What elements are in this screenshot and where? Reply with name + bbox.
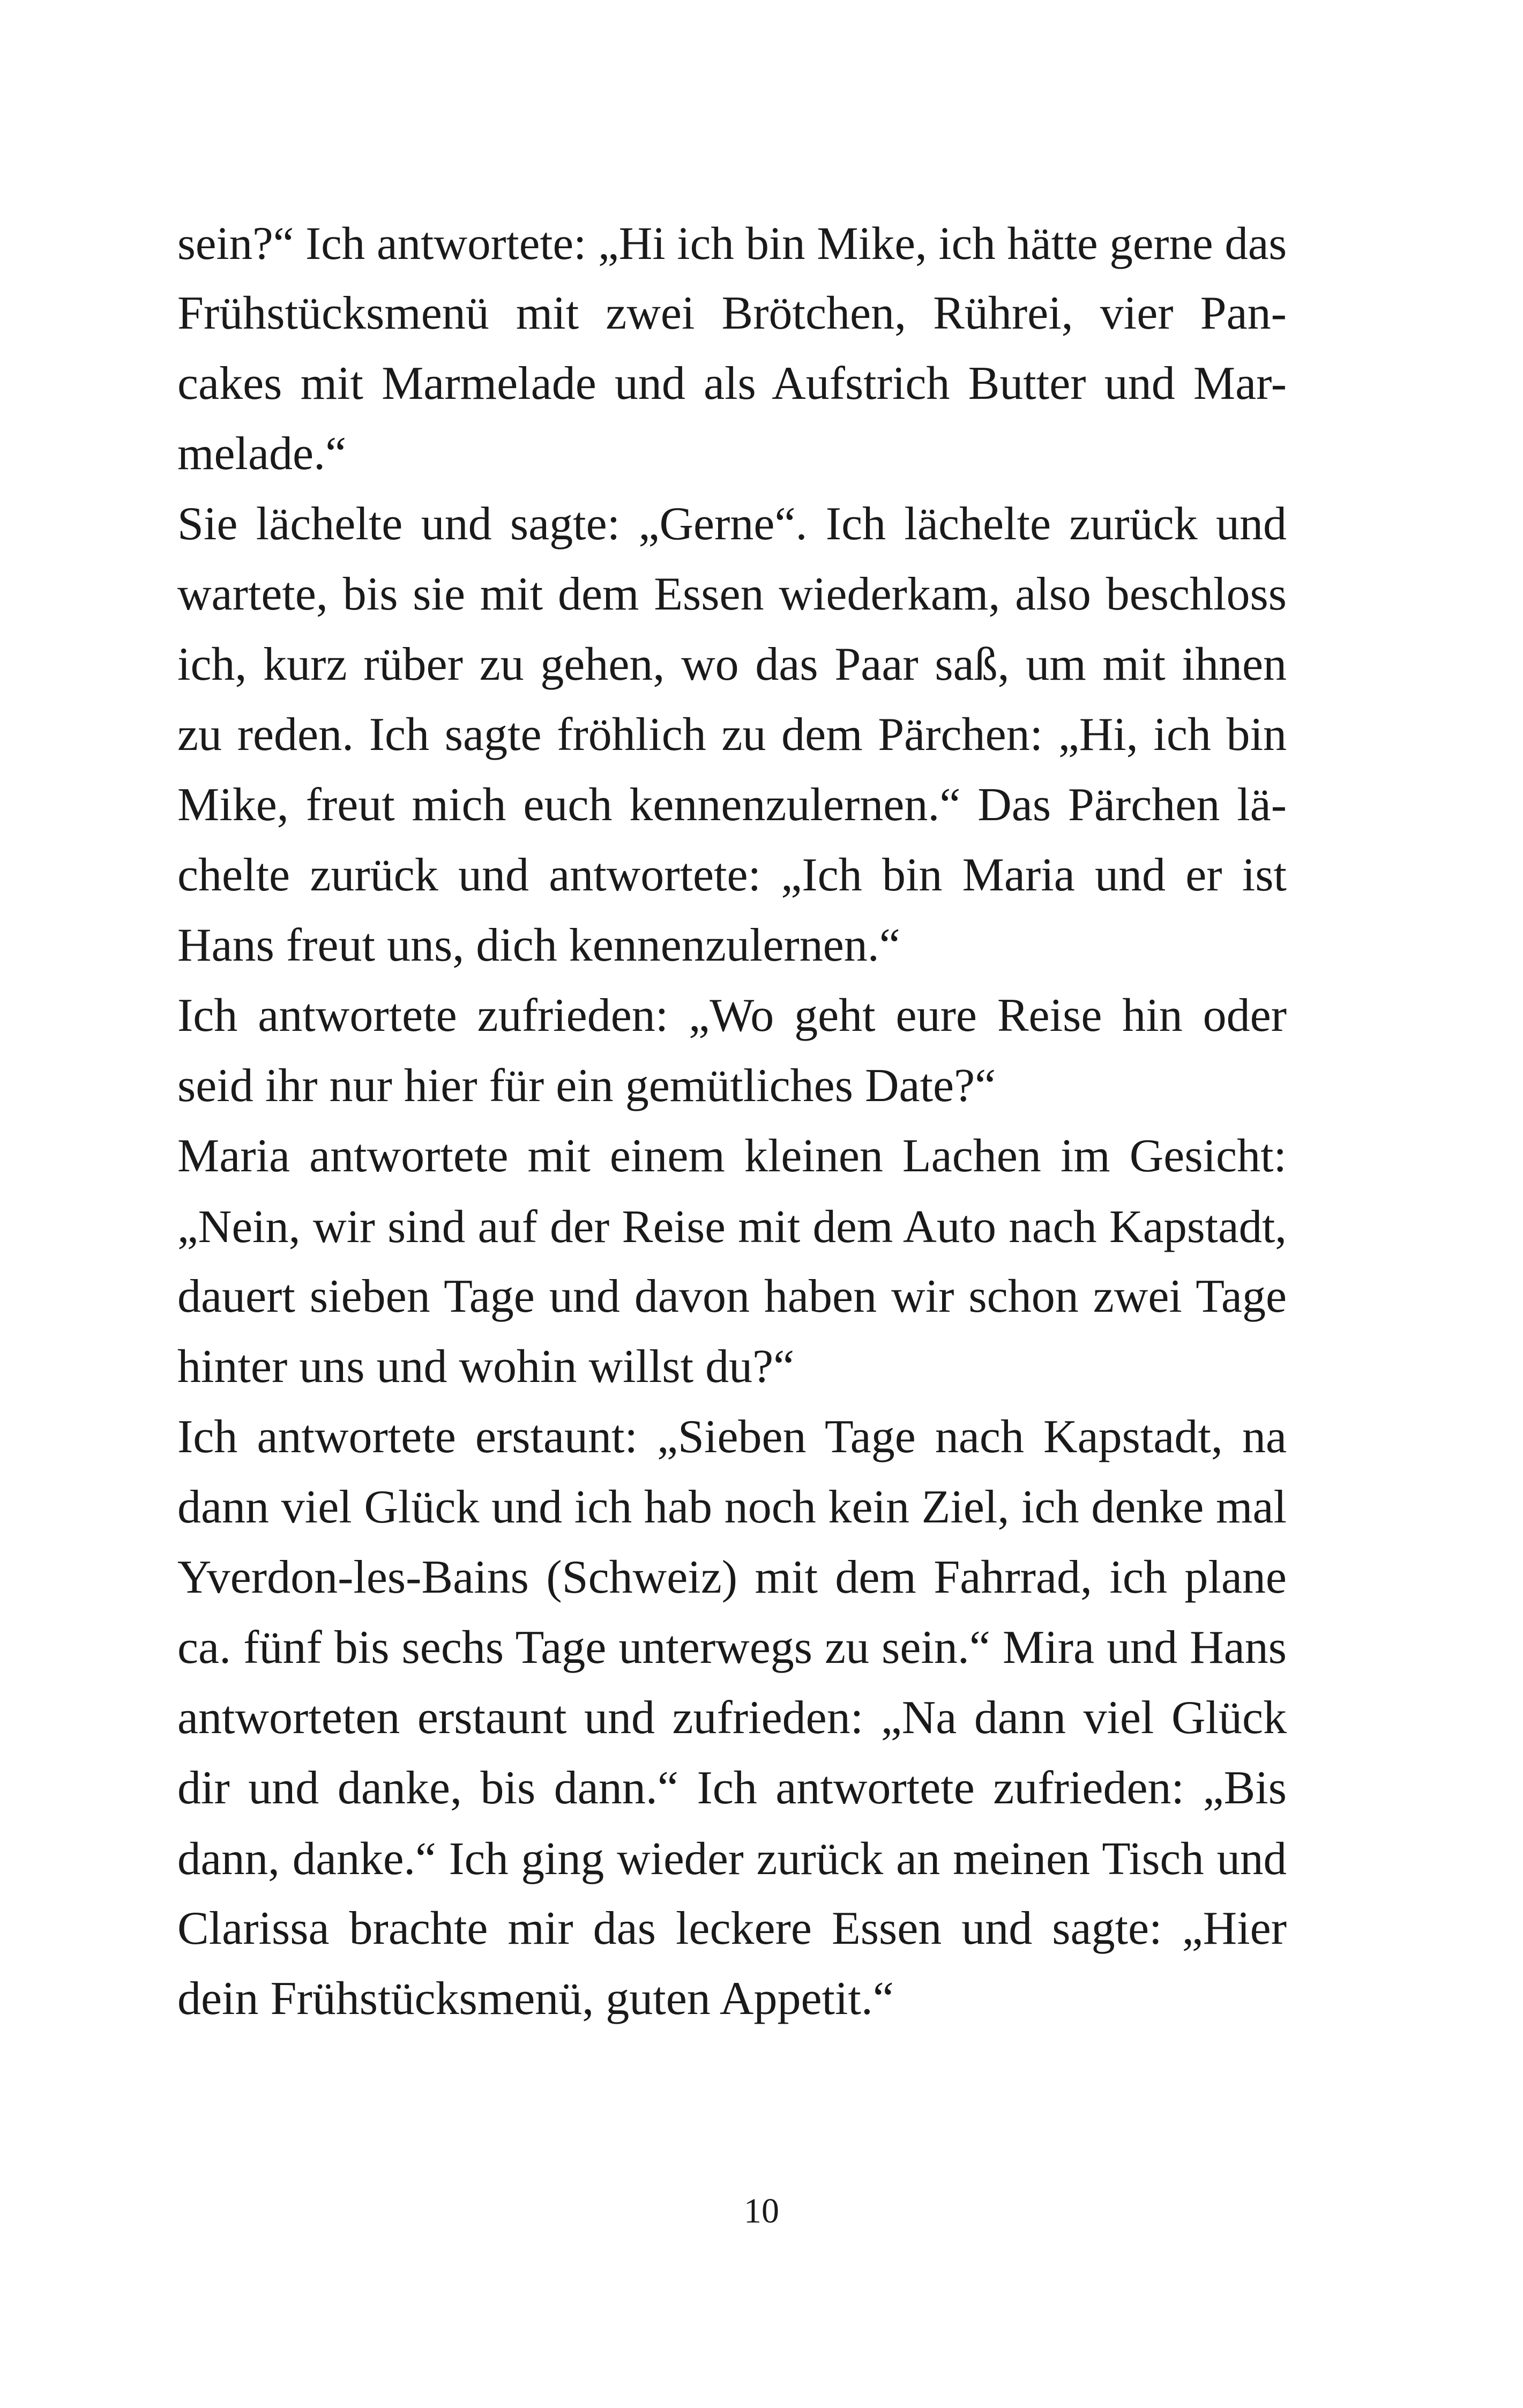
text-line: „Nein, wir sind auf der Reise mit dem Auto nach Kapstadt, xyxy=(177,1200,1287,1252)
page-number: 10 xyxy=(744,2191,779,2231)
text-line: antworteten erstaunt und zufrieden: „Na dann viel Glück xyxy=(177,1692,1287,1744)
text-line: Ich antwortete erstaunt: „Sieben Tage nach Kapstadt, na xyxy=(177,1411,1287,1463)
text-line: dir und danke, bis dann.“ Ich antwortete zufrieden: „Bis xyxy=(177,1762,1287,1814)
text-line: Mike, freut mich euch kennenzulernen.“ Das Pärchen lä- xyxy=(177,779,1287,831)
text-line: hinter uns und wohin willst du?“ xyxy=(177,1341,795,1393)
text-line: Frühstücksmenü mit zwei Brötchen, Rührei, vier Pan- xyxy=(177,287,1287,339)
text-line: Ich antwortete zufrieden: „Wo geht eure Reise hin oder xyxy=(177,990,1287,1042)
text-line: dein Frühstücksmenü, guten Appetit.“ xyxy=(177,1973,894,2025)
text-line: ca. fünf bis sechs Tage unterwegs zu sein.“ Mira und Hans xyxy=(177,1622,1287,1674)
text-line: zu reden. Ich sagte fröhlich zu dem Pärchen: „Hi, ich bin xyxy=(177,709,1287,761)
text-line: Sie lächelte und sagte: „Gerne“. Ich lächelte zurück und xyxy=(177,498,1287,550)
text-line: dann viel Glück und ich hab noch kein Ziel, ich denke mal xyxy=(177,1481,1287,1533)
text-line: cakes mit Marmelade und als Aufstrich Butter und Mar- xyxy=(177,358,1287,410)
text-line: chelte zurück und antwortete: „Ich bin Maria und er ist xyxy=(177,849,1287,901)
text-line: dauert sieben Tage und davon haben wir schon zwei Tage xyxy=(177,1270,1287,1322)
text-line: seid ihr nur hier für ein gemütliches Date?“ xyxy=(177,1060,996,1112)
text-line: dann, danke.“ Ich ging wieder zurück an meinen Tisch und xyxy=(177,1832,1287,1884)
text-line: wartete, bis sie mit dem Essen wiederkam, also beschloss xyxy=(177,568,1287,620)
text-line: ich, kurz rüber zu gehen, wo das Paar saß, um mit ihnen xyxy=(177,638,1287,690)
text-line: Yverdon-les-Bains (Schweiz) mit dem Fahrrad, ich plane xyxy=(177,1551,1287,1603)
text-line: Clarissa brachte mir das leckere Essen und sagte: „Hier xyxy=(177,1902,1287,1954)
text-line: Maria antwortete mit einem kleinen Lachen im Gesicht: xyxy=(177,1130,1287,1182)
text-line: Hans freut uns, dich kennenzulernen.“ xyxy=(177,919,900,971)
text-line: sein?“ Ich antwortete: „Hi ich bin Mike, ich hätte gerne das xyxy=(177,217,1287,269)
text-line: melade.“ xyxy=(177,428,347,480)
body-text xyxy=(177,208,1287,2034)
